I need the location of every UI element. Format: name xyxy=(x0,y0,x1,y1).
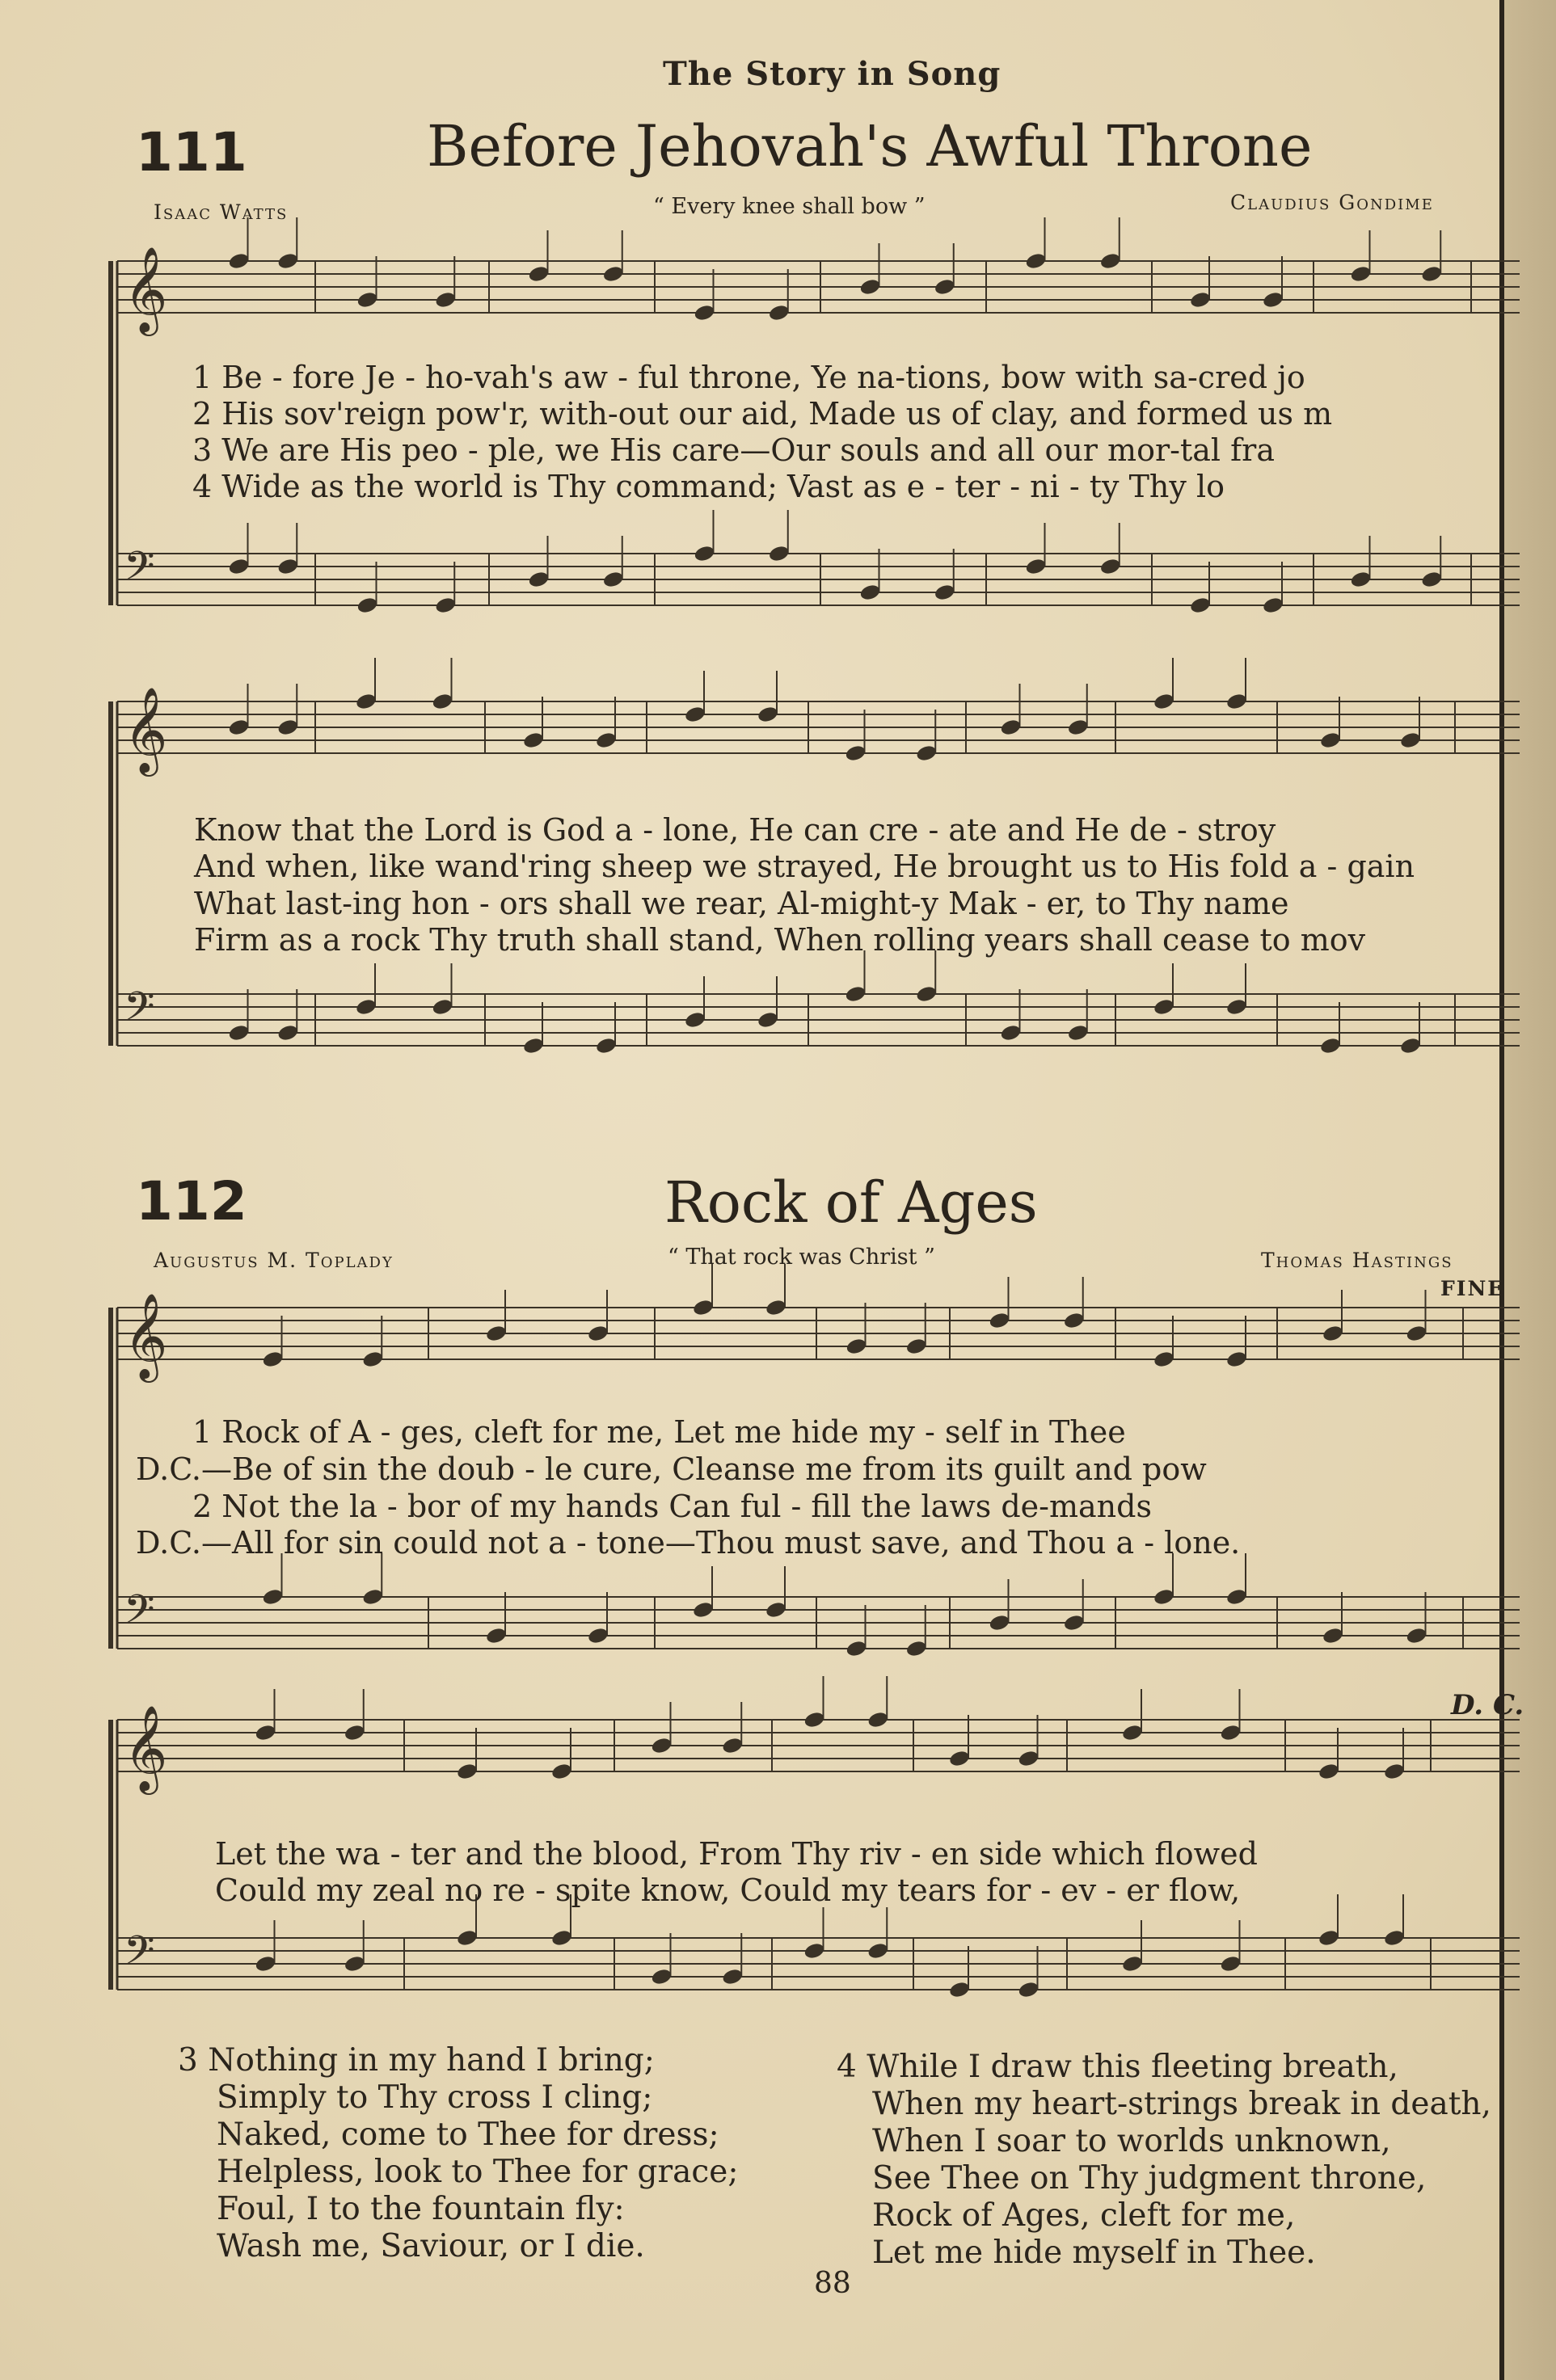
note-head xyxy=(431,692,453,710)
note-head xyxy=(355,997,377,1016)
note-head xyxy=(434,596,457,614)
hymn-title: Rock of Ages xyxy=(664,1169,1038,1236)
note-head xyxy=(522,1036,545,1055)
note-head xyxy=(765,1298,787,1316)
note-head xyxy=(844,984,867,1003)
note-head xyxy=(227,251,250,270)
note-head xyxy=(361,1587,384,1606)
note-head xyxy=(1262,290,1284,309)
hymn-author: Augustus M. Toplady xyxy=(154,1249,394,1272)
note-head xyxy=(999,718,1022,736)
note-head xyxy=(527,570,550,588)
note-head xyxy=(1318,1928,1340,1947)
note-head xyxy=(434,290,457,309)
note-head xyxy=(692,1600,715,1619)
stanza-line: 3 Nothing in my hand I bring; xyxy=(178,2042,655,2079)
note-head xyxy=(261,1587,284,1606)
note-head xyxy=(1063,1613,1086,1632)
note-head xyxy=(254,1954,276,1973)
note-head xyxy=(550,1928,573,1947)
hymn-scripture: “ That rock was Christ ” xyxy=(668,1245,935,1270)
hymn-composer: Claudius Gondime xyxy=(1230,191,1434,214)
stanza-line: When I soar to worlds unknown, xyxy=(872,2123,1391,2159)
note-head xyxy=(721,1736,744,1754)
note-head xyxy=(948,1749,971,1767)
treble-clef: 𝄞 xyxy=(124,246,168,332)
page-number: 88 xyxy=(814,2267,851,2300)
lyric-line: 1 Be - fore Je - ho-vah's aw - ful throne, Ye na-tions, bow with sa-cred jo xyxy=(192,360,1305,395)
note-head xyxy=(693,544,715,562)
lyric-line: Let the wa - ter and the blood, From Thy riv - en side which flowed xyxy=(215,1836,1258,1872)
note-head xyxy=(431,997,453,1016)
note-head xyxy=(845,1639,867,1658)
note-head xyxy=(595,731,618,749)
stanza-line: 4 While I draw this fleeting breath, xyxy=(837,2049,1398,2085)
note-head xyxy=(587,1626,609,1645)
note-head xyxy=(845,1337,867,1355)
note-head xyxy=(1420,264,1443,283)
note-head xyxy=(858,277,881,296)
note-head xyxy=(999,1023,1022,1042)
note-head xyxy=(803,1941,825,1960)
note-head xyxy=(456,1762,479,1780)
note-head xyxy=(1383,1762,1406,1780)
note-head xyxy=(261,1350,284,1368)
lyric-line: What last-ing hon - ors shall we rear, Al-might-y Mak - er, to Thy name xyxy=(194,886,1289,921)
lyric-line: 4 Wide as the world is Thy command; Vast as e - ter - ni - ty Thy lo xyxy=(192,469,1225,504)
stanza-line: When my heart-strings break in death, xyxy=(872,2086,1491,2122)
hymn-author: Isaac Watts xyxy=(154,200,289,224)
note-head xyxy=(765,1600,787,1619)
note-head xyxy=(587,1324,609,1342)
note-head xyxy=(1189,290,1212,309)
note-head xyxy=(1153,1587,1175,1606)
note-head xyxy=(867,1941,889,1960)
note-head xyxy=(1219,1723,1242,1742)
stanza-line: Naked, come to Thee for dress; xyxy=(217,2117,719,2153)
note-head xyxy=(1319,1036,1342,1055)
hymn-composer: Thomas Hastings xyxy=(1261,1249,1453,1272)
note-head xyxy=(1121,1723,1144,1742)
note-head xyxy=(915,743,938,762)
stanza-4 xyxy=(837,2049,1491,2272)
note-head xyxy=(1219,1954,1242,1973)
stanza-3 xyxy=(178,2042,738,2265)
note-head xyxy=(361,1350,384,1368)
hymn-title: Before Jehovah's Awful Throne xyxy=(427,113,1313,179)
lyric-line: D.C.—All for sin could not a - tone—Thou must save, and Thou a - lone. xyxy=(136,1525,1241,1561)
note-head xyxy=(934,277,956,296)
note-head xyxy=(844,743,867,762)
note-head xyxy=(1405,1626,1427,1645)
note-head xyxy=(1420,570,1443,588)
note-head xyxy=(692,1298,715,1316)
note-head xyxy=(1063,1311,1086,1329)
note-head xyxy=(915,984,938,1003)
stanza-line: Wash me, Saviour, or I die. xyxy=(217,2228,645,2264)
note-head xyxy=(988,1613,1010,1632)
treble-clef: 𝄞 xyxy=(124,1704,168,1791)
bass-clef: 𝄢 xyxy=(124,543,155,600)
note-head xyxy=(1349,264,1372,283)
note-head xyxy=(650,1967,673,1986)
note-head xyxy=(684,1010,706,1029)
note-head xyxy=(1225,997,1248,1016)
note-head xyxy=(1099,251,1122,270)
fine-marking: FINE xyxy=(1440,1277,1505,1300)
note-head xyxy=(1405,1324,1427,1342)
note-head xyxy=(485,1626,508,1645)
note-head xyxy=(1319,731,1342,749)
note-head xyxy=(768,544,791,562)
note-head xyxy=(1153,692,1175,710)
note-head xyxy=(254,1723,276,1742)
note-head xyxy=(948,1980,971,1999)
lyric-line: 3 We are His peo - ple, we His care—Our souls and all our mor-tal fra xyxy=(192,432,1275,468)
note-head xyxy=(527,264,550,283)
stanza-line: Foul, I to the fountain fly: xyxy=(217,2191,625,2227)
note-head xyxy=(602,570,625,588)
stanza-line: Let me hide myself in Thee. xyxy=(872,2235,1316,2271)
note-head xyxy=(867,1710,889,1729)
note-head xyxy=(276,557,299,575)
note-head xyxy=(1153,997,1175,1016)
note-head xyxy=(1225,1587,1248,1606)
note-head xyxy=(1121,1954,1144,1973)
note-head xyxy=(1318,1762,1340,1780)
note-head xyxy=(356,290,378,309)
stanza-line: Helpless, look to Thee for grace; xyxy=(217,2154,739,2190)
note-head xyxy=(1262,596,1284,614)
lyric-line: 2 His sov'reign pow'r, with-out our aid, Made us of clay, and formed us m xyxy=(192,396,1333,432)
note-head xyxy=(803,1710,825,1729)
note-head xyxy=(276,1023,299,1042)
note-head xyxy=(356,596,378,614)
hymn-number: 111 xyxy=(136,121,247,183)
note-head xyxy=(757,705,779,723)
hymn-scripture: “ Every knee shall bow ” xyxy=(653,194,926,219)
note-head xyxy=(485,1324,508,1342)
lyric-line: Could my zeal no re - spite know, Could my tears for - ev - er flow, xyxy=(215,1872,1241,1908)
note-head xyxy=(1067,718,1090,736)
note-head xyxy=(905,1337,928,1355)
note-head xyxy=(227,718,250,736)
note-head xyxy=(227,557,250,575)
bass-clef: 𝄢 xyxy=(124,1586,155,1643)
note-head xyxy=(276,251,299,270)
note-head xyxy=(1225,692,1248,710)
note-head xyxy=(650,1736,673,1754)
lyric-line: 1 Rock of A - ges, cleft for me, Let me hide my - self in Thee xyxy=(192,1414,1126,1450)
note-head xyxy=(757,1010,779,1029)
running-head: The Story in Song xyxy=(663,55,1001,93)
note-head xyxy=(768,303,791,322)
note-head xyxy=(1189,596,1212,614)
note-head xyxy=(1017,1980,1039,1999)
note-head xyxy=(355,692,377,710)
note-head xyxy=(1017,1749,1039,1767)
note-head xyxy=(1099,557,1122,575)
lyric-line: D.C.—Be of sin the doub - le cure, Cleanse me from its guilt and pow xyxy=(136,1451,1207,1487)
stanza-line: Simply to Thy cross I cling; xyxy=(217,2079,653,2116)
note-head xyxy=(522,731,545,749)
note-head xyxy=(276,718,299,736)
treble-clef: 𝄞 xyxy=(124,686,168,773)
note-head xyxy=(1322,1324,1344,1342)
lyric-line: 2 Not the la - bor of my hands Can ful - fill the laws de-mands xyxy=(192,1489,1152,1524)
lyric-line: And when, like wand'ring sheep we strayed, He brought us to His fold a - gain xyxy=(194,849,1415,884)
note-head xyxy=(456,1928,479,1947)
note-head xyxy=(344,1723,366,1742)
note-head xyxy=(684,705,706,723)
hymn-number: 112 xyxy=(136,1170,247,1232)
note-head xyxy=(1349,570,1372,588)
note-head xyxy=(1024,557,1047,575)
note-head xyxy=(1399,731,1422,749)
lyric-line: Firm as a rock Thy truth shall stand, When rolling years shall cease to mov xyxy=(194,922,1366,958)
bass-clef: 𝄢 xyxy=(124,1927,155,1984)
note-head xyxy=(988,1311,1010,1329)
lyric-line: Know that the Lord is God a - lone, He can cre - ate and He de - stroy xyxy=(194,812,1276,848)
note-head xyxy=(1067,1023,1090,1042)
note-head xyxy=(1322,1626,1344,1645)
note-head xyxy=(693,303,715,322)
note-head xyxy=(934,583,956,601)
stanza-line: Rock of Ages, cleft for me, xyxy=(872,2197,1296,2234)
note-head xyxy=(1024,251,1047,270)
note-head xyxy=(858,583,881,601)
note-head xyxy=(905,1639,928,1658)
note-head xyxy=(602,264,625,283)
note-head xyxy=(550,1762,573,1780)
note-head xyxy=(344,1954,366,1973)
stanza-line: See Thee on Thy judgment throne, xyxy=(872,2160,1427,2197)
bass-clef: 𝄢 xyxy=(124,984,155,1040)
note-head xyxy=(721,1967,744,1986)
note-head xyxy=(1153,1350,1175,1368)
note-head xyxy=(1399,1036,1422,1055)
note-head xyxy=(1383,1928,1406,1947)
treble-clef: 𝄞 xyxy=(124,1292,168,1379)
note-head xyxy=(227,1023,250,1042)
note-head xyxy=(595,1036,618,1055)
dc-marking: D. C. xyxy=(1451,1689,1524,1721)
note-head xyxy=(1225,1350,1248,1368)
